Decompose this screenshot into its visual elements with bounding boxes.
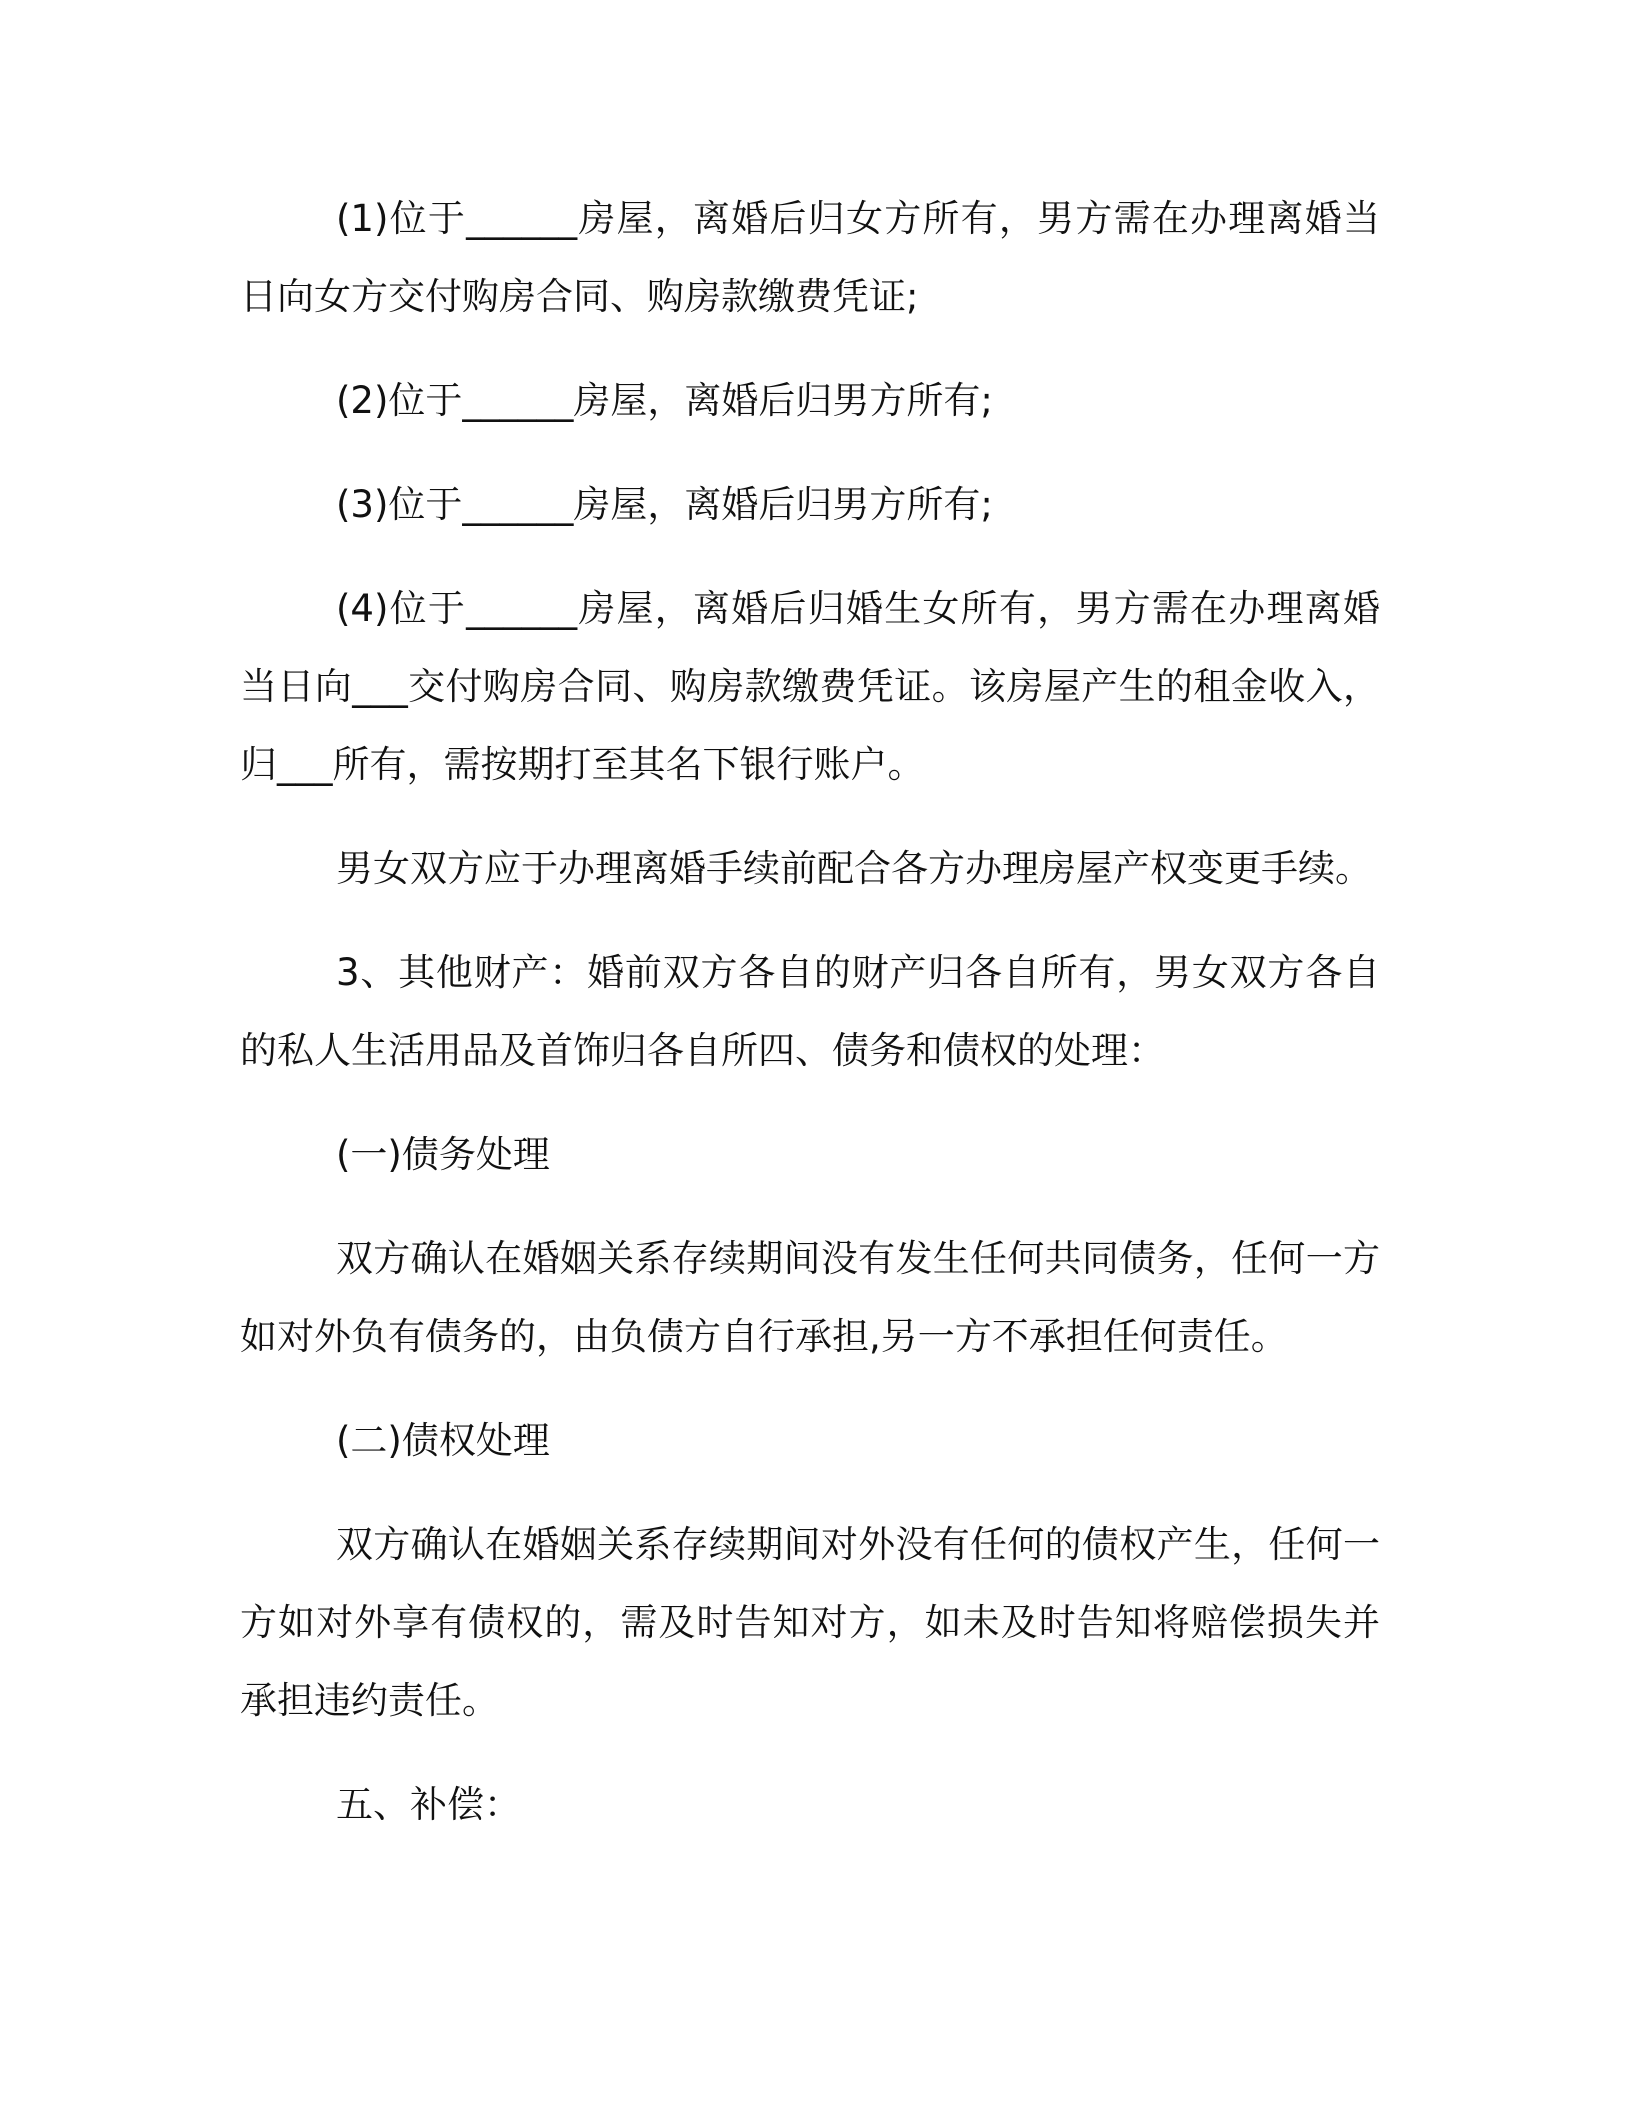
paragraph-house-3: (3)位于______房屋，离婚后归男方所有; — [336, 483, 993, 526]
paragraph-property-transfer: 男女双方应于办理离婚手续前配合各方办理房屋产权变更手续。 — [336, 847, 1372, 890]
heading-compensation: 五、补偿： — [336, 1783, 521, 1826]
paragraph-credit: 双方确认在婚姻关系存续期间对外没有任何的债权产生，任何一方如对外享有债权的，需及时告知对方，如未及时告知将赔偿损失并承担违约责任。 — [240, 1523, 1380, 1722]
paragraph-debt: 双方确认在婚姻关系存续期间没有发生任何共同债务，任何一方如对外负有债务的，由负债方自行承担,另一方不承担任何责任。 — [240, 1237, 1380, 1358]
heading-debt-handling: (一)债务处理 — [336, 1133, 550, 1176]
paragraph-house-2: (2)位于______房屋，离婚后归男方所有; — [336, 379, 993, 422]
document-page — [240, 180, 1380, 1870]
heading-credit-handling: (二)债权处理 — [336, 1419, 550, 1462]
paragraph-house-1: (1)位于______房屋，离婚后归女方所有，男方需在办理离婚当日向女方交付购房合同、购房款缴费凭证; — [240, 197, 1380, 318]
paragraph-house-4: (4)位于______房屋，离婚后归婚生女所有，男方需在办理离婚当日向___交付购房合同、购房款缴费凭证。该房屋产生的租金收入，归___所有，需按期打至其名下银行账户。 — [240, 587, 1380, 786]
paragraph-other-property: 3、其他财产：婚前双方各自的财产归各自所有，男女双方各自的私人生活用品及首饰归各自所四、债务和债权的处理： — [240, 951, 1380, 1072]
